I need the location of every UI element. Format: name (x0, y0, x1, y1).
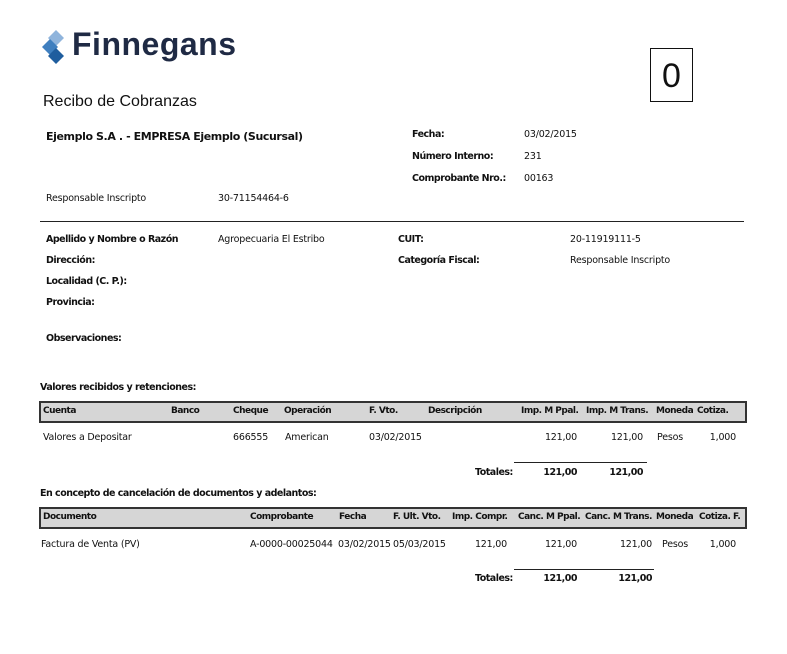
docs-total-ppal: 121,00 (543, 573, 577, 584)
finnegans-logo-icon (42, 28, 70, 68)
valores-imp-trans: 121,00 (610, 432, 643, 443)
observaciones-label: Observaciones: (46, 333, 122, 344)
valores-col-banco: Banco (171, 406, 200, 416)
docs-moneda: Pesos (662, 539, 688, 550)
valores-col-moneda: Moneda (656, 406, 694, 416)
client-name-value: Agropecuaria El Estribo (218, 234, 325, 245)
client-name-label: Apellido y Nombre o Razón (46, 234, 178, 245)
docs-col-cotiza: Cotiza. F. (699, 512, 741, 522)
client-cuit-value: 20-11919111-5 (570, 234, 641, 245)
docs-col-moneda: Moneda (656, 512, 694, 522)
docs-col-fult: F. Ult. Vto. (393, 512, 441, 522)
valores-col-cotiza: Cotiza. (697, 406, 729, 416)
docs-col-imp-compr: Imp. Compr. (452, 512, 508, 522)
fecha-label: Fecha: (412, 129, 445, 140)
comprobante-label: Comprobante Nro.: (412, 173, 506, 184)
docs-col-canc-trans: Canc. M Trans. (585, 512, 652, 522)
valores-total-ppal: 121,00 (543, 467, 577, 478)
valores-imp-ppal: 121,00 (544, 432, 577, 443)
docs-totals-rule (514, 569, 654, 570)
documentos-section-title: En concepto de cancelación de documentos y adelantos: (40, 488, 317, 499)
docs-total-trans: 121,00 (618, 573, 652, 584)
docs-canc-ppal: 121,00 (544, 539, 577, 550)
docs-documento: Factura de Venta (PV) (41, 539, 140, 550)
categoria-fiscal-value: Responsable Inscripto (570, 255, 671, 266)
docs-comprobante: A-0000-00025044 (250, 539, 333, 550)
header-divider (40, 221, 744, 222)
valores-col-fvto: F. Vto. (369, 406, 398, 416)
docs-canc-trans: 121,00 (619, 539, 652, 550)
docs-imp-compr: 121,00 (474, 539, 507, 550)
comprobante-value: 00163 (524, 173, 554, 184)
docs-col-fecha: Fecha (339, 512, 367, 522)
valores-cotiza: 1,000 (709, 432, 736, 443)
docs-col-canc-ppal: Canc. M Ppal. (518, 512, 581, 522)
categoria-fiscal-label: Categoría Fiscal: (398, 255, 480, 266)
valores-col-imp-ppal: Imp. M Ppal. (521, 406, 579, 416)
company-tax-condition: Responsable Inscripto (46, 193, 147, 204)
copy-number-box: 0 (650, 48, 693, 102)
localidad-label: Localidad (C. P.): (46, 276, 127, 287)
docs-col-comprobante: Comprobante (250, 512, 314, 522)
brand-name: Finnegans (72, 26, 237, 62)
valores-total-trans: 121,00 (609, 467, 643, 478)
docs-col-documento: Documento (43, 512, 97, 522)
numero-interno-label: Número Interno: (412, 151, 494, 162)
valores-section-title: Valores recibidos y retenciones: (40, 382, 196, 393)
company-cuit: 30-71154464-6 (218, 193, 289, 204)
valores-totales-label: Totales: (475, 467, 513, 478)
valores-cuenta: Valores a Depositar (43, 432, 132, 443)
numero-interno-value: 231 (524, 151, 542, 162)
fecha-value: 03/02/2015 (524, 129, 577, 140)
valores-col-cuenta: Cuenta (43, 406, 76, 416)
docs-fult: 05/03/2015 (393, 539, 446, 550)
client-cuit-label: CUIT: (398, 234, 424, 245)
provincia-label: Provincia: (46, 297, 95, 308)
valores-col-imp-trans: Imp. M Trans. (586, 406, 649, 416)
direccion-label: Dirección: (46, 255, 95, 266)
valores-col-operacion: Operación (284, 406, 332, 416)
valores-totals-rule (514, 462, 647, 463)
docs-totales-label: Totales: (475, 573, 513, 584)
valores-moneda: Pesos (657, 432, 683, 443)
company-name: Ejemplo S.A . - EMPRESA Ejemplo (Sucursal) (46, 130, 303, 143)
valores-cheque: 666555 (233, 432, 269, 443)
valores-fvto: 03/02/2015 (369, 432, 422, 443)
docs-fecha: 03/02/2015 (338, 539, 391, 550)
valores-col-descripcion: Descripción (428, 406, 482, 416)
document-title: Recibo de Cobranzas (43, 93, 197, 110)
valores-col-cheque: Cheque (233, 406, 269, 416)
valores-operacion: American (285, 432, 329, 443)
docs-cotiza: 1,000 (709, 539, 736, 550)
